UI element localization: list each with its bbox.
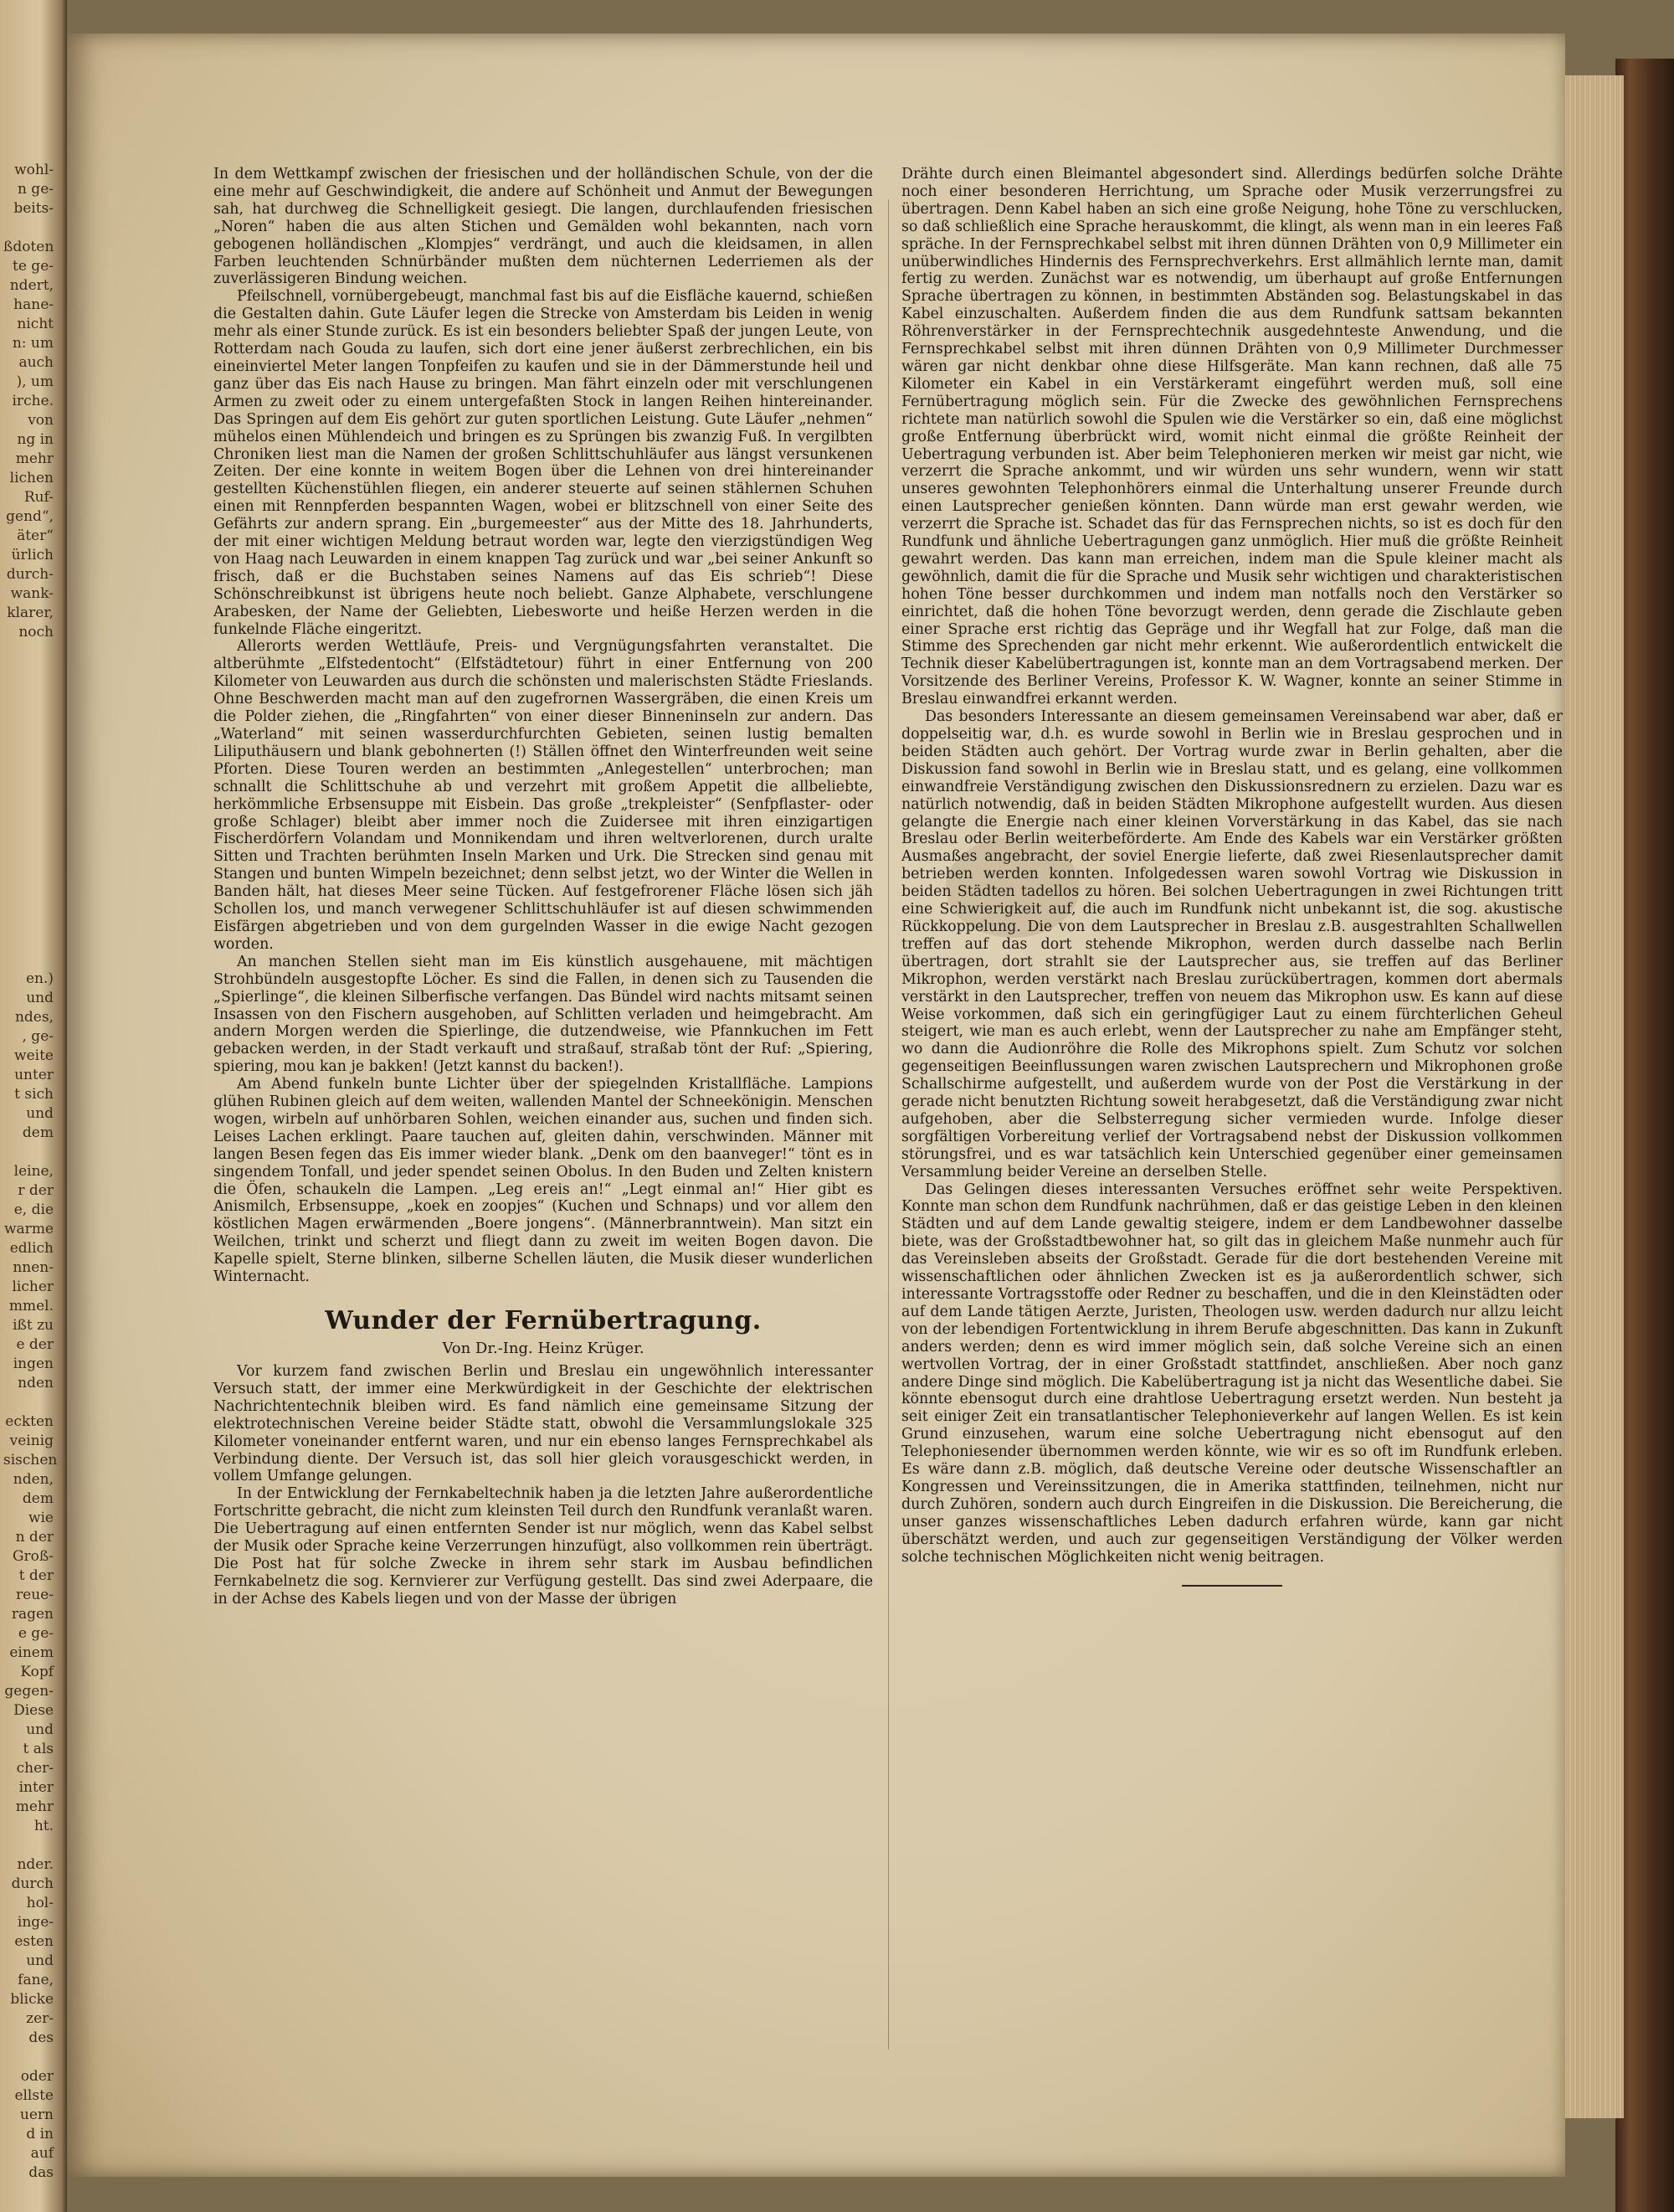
margin-fragment: e ge- xyxy=(18,1625,54,1642)
margin-fragment: nden xyxy=(18,1375,54,1392)
margin-fragment: mehr xyxy=(15,1798,54,1815)
book-cover-edge xyxy=(1615,59,1674,2212)
margin-fragment: inter xyxy=(18,1779,54,1796)
margin-fragment: reue- xyxy=(16,1587,54,1603)
margin-fragment: e, die xyxy=(13,1201,54,1218)
margin-fragment: r der xyxy=(18,1182,54,1199)
margin-fragment: klarer, xyxy=(7,604,54,621)
paragraph: Das Gelingen dieses interessanten Versuches eröffnet sehr weite Perspektiven. Konnte man schon dem Rundfunk nachrühmen, daß er das geistige Leben in den kleinen Städten und auf dem Lande gewaltig steigere, indem er dem Landbewohner dasselbe biete, was der Großstadtbewohner hat, so gilt das in gleichem Maße nunmehr auch für das Vereinsleben abseits der Großstadt. Gerade für die dort bestehenden Vereine mit wissenschaftlichen oder ähnlichen Zwecken ist es ja außerordentlich schwer, sich interessante Vortragsstoffe oder Redner zu beschaffen, und die in den Kleinstädten oder auf dem Lande tätigen Aerzte, Juristen, Theologen usw. werden dadurch nur allzu leicht von der lebendigen Fortentwicklung in ihrem Berufe abgeschnitten. Das kann in Zukunft anders werden; denn es wird immer möglich sein, daß solche Vereine sich an einen wertvollen Vortrag, der in einer Großstadt stattfindet, anschließen. Aber noch ganz andere Dinge sind möglich. Die Kabelübertragung ist ja nicht das Wesentliche dabei. Sie könnte ebensogut durch eine drahtlose Uebertragung ersetzt werden. Nun besteht ja seit einiger Zeit ein transatlantischer Telephonieverkehr auf langen Wellen. Es ist kein Grund einzusehen, warum eine solche Uebertragung nicht ebensogut auf den Telephoniesender übernommen werden könnte, wie wir es so oft im Rundfunk erleben. Es wäre dann z.B. möglich, daß deutsche Vereine oder deutsche Wissenschaftler an Kongressen und Vereinssitzungen, die in Amerika stattfinden, teilnehmen, nicht nur durch Zuhören, sondern auch durch Eingreifen in die Diskussion. Die Bereicherung, die unser ganzes wissenschaftliches Leben dadurch erfahren würde, kann gar nicht überschätzt werden, und auch zur gegenseitigen Verständigung der Völker werden solche technischen Möglichkeiten nicht wenig beitragen. xyxy=(901,1181,1563,1566)
column-right xyxy=(901,166,1563,1587)
margin-fragment: , ge- xyxy=(22,1028,54,1045)
margin-fragment: ißt zu xyxy=(13,1317,54,1334)
margin-fragment: Diese xyxy=(13,1702,54,1719)
column-rule xyxy=(888,199,889,2050)
margin-fragment: ingen xyxy=(13,1355,54,1372)
margin-fragment: mmel. xyxy=(8,1298,54,1314)
end-rule xyxy=(1182,1585,1282,1587)
margin-fragment: unter xyxy=(14,1067,54,1083)
margin-fragment: lichen xyxy=(9,470,54,486)
margin-fragment: eckten xyxy=(5,1413,54,1430)
margin-fragment: en.) xyxy=(25,970,54,987)
margin-fragment: mehr xyxy=(15,450,54,467)
margin-fragment: gegen- xyxy=(4,1683,54,1700)
paragraph: Drähte durch einen Bleimantel abgesondert sind. Allerdings bedürfen solche Drähte noch einer besonderen Herrichtung, um Sprache oder Musik verzerrungsfrei zu übertragen. Denn Kabel haben an sich eine große Neigung, hohe Töne zu verschlucken, so daß schließlich eine Sprache herauskommt, die klingt, als wenn man in ein leeres Faß spräche. In der Fernsprechkabel selbst mit ihren dünnen Drähten von 0,9 Millimeter ein unüberwindliches Hindernis des Fernsprechverkehrs. Erst allmählich lernte man, damit fertig zu werden. Zunächst war es notwendig, um überhaupt auf große Entfernungen Sprache übertragen zu können, in bestimmten Abständen sog. Belastungskabel in das Kabel einzuschalten. Außerdem finden die aus dem Rundfunk sattsam bekannten Röhrenverstärker in der Fernsprechtechnik ausgedehnteste Anwendung, und die Fernsprechkabel selbst mit ihren dünnen Drähten von 0,9 Millimeter Durchmesser wären gar nicht denkbar ohne diese Hilfsgeräte. Man kann rechnen, daß alle 75 Kilometer ein Kabel in ein Verstärkeramt eingeführt werden muß, soll eine Fernübertragung möglich sein. Für die Zwecke des gewöhnlichen Fernsprechens richtete man natürlich sowohl die Spulen wie die Verstärker so ein, daß eine möglichst große Entfernung überbrückt wird, womit nicht einmal die größte Reinheit der Uebertragung verbunden ist. Aber beim Telephonieren merken wir meist gar nicht, wie verzerrt die Sprache ankommt, und wir würden uns sehr wundern, wenn wir statt unseres gewohnten Telephonhörers einmal die Unterhaltung unserer Freunde durch einen Lautsprecher genießen könnten. Dann würde man erst gewahr werden, wie verzerrt die Sprache ist. Schadet das für das Fernsprechen nichts, so ist es doch für den Rundfunk und ähnliche Uebertragungen ganz unmöglich. Hier muß die größte Reinheit gewahrt werden. Das kann man erreichen, indem man die Spule kleiner macht als gewöhnlich, damit die für die Sprache und Musik sehr wichtigen und charakteristischen hohen Töne besser durchkommen und indem man notfalls noch den Verstärker so einrichtet, daß die hohen Töne bevorzugt werden, denn gerade die Zischlaute geben einer Sprache erst richtig das Gepräge und ihr Wegfall hat zur Folge, daß man die Stimme des Sprechenden gar nicht mehr erkennt. Wie außerordentlich entwickelt die Technik dieser Kabelübertragungen ist, konnte man an dem Vortragsabend merken. Der Vorsitzende des Berliner Vereins, Professor K. W. Wagner, konnte an seiner Stimme in Breslau einwandfrei erkannt werden. xyxy=(901,166,1563,708)
margin-fragment: ndert, xyxy=(9,277,54,294)
margin-fragment: und xyxy=(26,990,54,1006)
margin-fragment: edlich xyxy=(9,1240,54,1257)
article-byline: Von Dr.-Ing. Heinz Krüger. xyxy=(442,1340,644,1357)
margin-fragment: warme xyxy=(4,1221,54,1237)
paragraph: In dem Wettkampf zwischen der friesischen und der holländischen Schule, von der die eine mehr auf Geschwindigkeit, die andere auf Schönheit und Anmut der Bewegungen sah, hat durchweg die Schnelligkeit gesiegt. Die langen, durchlaufenden friesischen „Noren“ haben die aus alten Stichen und Gemälden wohl bekannten, nach vorn gebogenen holländischen „Klompjes“ verdrängt, und auch die kleidsamen, in allen Farben leuchtenden Schnürbänder mußten dem nüchternen Lederriemen als der zuverlässigeren Bindung weichen. xyxy=(213,166,873,288)
margin-fragment: licher xyxy=(12,1278,54,1295)
margin-fragment: und xyxy=(26,1105,54,1122)
margin-fragment: nden, xyxy=(13,1471,54,1488)
margin-fragment: blicke xyxy=(10,1991,54,2008)
margin-fragment: wohl- xyxy=(14,162,54,178)
margin-fragment: zer- xyxy=(26,2010,54,2027)
margin-fragment: uern xyxy=(19,2107,54,2123)
margin-fragment: inge- xyxy=(17,1914,54,1931)
margin-fragment: e der xyxy=(16,1336,54,1353)
margin-fragment: ng in xyxy=(17,431,54,448)
margin-fragment: ellste xyxy=(14,2087,54,2104)
margin-fragment: te ge- xyxy=(13,258,54,275)
paragraph: Allerorts werden Wettläufe, Preis- und Vergnügungsfahrten veranstaltet. Die altberühmte „Elfstedentocht“ (Elfstädtetour) führt in einer Entfernung von 200 Kilometer von Leuwarden aus durch die schönsten und malerischsten Städte Frieslands. Ohne Beschwerden macht man auf den zugefrornen Wassergräben, die einen Kreis um die Polder ziehen, die „Ringfahrten“ von einer dieser Binneninseln zur andern. Das „Waterland“ mit seinen wasserdurchfurchten Gebieten, seinen lustig bemalten Liliputhäusern und blank gebohnerten (!) Ställen öffnet den Winterfreunden weit seine Pforten. Diese Touren werden an bestimmten „Anlegestellen“ unterbrochen; man schnallt die Schlittschuhe ab und verzehrt mit großem Appetit die allbeliebte, herkömmliche Erbsensuppe mit Eisbein. Das große „trekpleister“ (Senfpflaster- oder große Schlager) bleibt aber immer noch die Zuidersee mit ihren einzigartigen Fischerdörfern Volandam und Monnikendam und ihren weltverlorenen, durch uralte Sitten und Trachten berühmten Inseln Marken und Urk. Die Strecken sind genau mit Stangen und bunten Wimpeln bezeichnet; denn selbst jetzt, wo der Winter die Wellen in Banden hält, hat dieses Meer seine Tücken. Auf festgefrorener Fläche lösen sich jäh Schollen los, und manch verwegener Schlittschuhläufer ist auf diesen schwimmenden Eisfärgen abgetrieben und von dem gurgelnden Wasser in die ewige Nacht gezogen worden. xyxy=(213,638,873,953)
margin-fragment: das xyxy=(28,2164,54,2181)
margin-fragment: veinig xyxy=(9,1433,54,1449)
margin-fragment: ürlich xyxy=(11,547,54,563)
margin-fragment: durch- xyxy=(6,566,54,583)
margin-fragment: t sich xyxy=(14,1086,54,1103)
margin-fragment: sischen xyxy=(3,1452,58,1469)
page-edges xyxy=(1557,75,1624,2118)
margin-fragment: n der xyxy=(15,1529,54,1546)
margin-fragment: dem xyxy=(22,1490,54,1507)
newspaper-page xyxy=(67,33,1565,2177)
margin-fragment: ndes, xyxy=(14,1009,54,1026)
margin-fragment: ), um xyxy=(16,373,54,390)
left-page-margin xyxy=(0,0,67,2212)
paragraph: In der Entwicklung der Fernkabeltechnik haben ja die letzten Jahre außerordentliche Fortschritte gebracht, die nicht zum kleinsten Teil durch den Rundfunk veranlaßt waren. Die Uebertragung auf einen entfernten Sender ist nur möglich, wenn das Kabel selbst der Musik oder Sprache keine Verzerrungen hinzufügt, also vollkommen rein überträgt. Die Post hat für solche Zwecke in ihrem sehr stark im Ausbau befindlichen Fernkabelnetz die sog. Kernvierer zur Verfügung gestellt. Das sind zwei Aderpaare, die in der Achse des Kabels liegen und von der Masse der übrigen xyxy=(213,1485,873,1608)
margin-fragment: nder. xyxy=(17,1856,54,1873)
paragraph: Das besonders Interessante an diesem gemeinsamen Vereinsabend war aber, daß er doppelseitig war, d.h. es wurde sowohl in Berlin wie in Breslau gesprochen und in beiden Städten auch gehört. Der Vortrag wurde zwar in Berlin gehalten, aber die Diskussion fand sowohl in Berlin wie in Breslau statt, und es gelang, eine vollkommen einwandfreie Verständigung zwischen den Diskussionsrednern zu erzielen. Dazu war es natürlich notwendig, daß in beiden Städten Mikrophone aufgestellt wurden. Aus diesen gelangte die Energie nach einer kleinen Vorverstärkung in das Kabel, das sie nach Breslau oder Berlin weiterbeförderte. Am Ende des Kabels war ein Verstärker größten Ausmaßes angebracht, der soviel Energie lieferte, daß zwei Riesenlautsprecher damit betrieben werden konnten. Infolgedessen waren sowohl Vortrag wie Diskussion in beiden Städten tadellos zu hören. Bei solchen Uebertragungen in zwei Richtungen tritt eine Schwierigkeit auf, die auch im Rundfunk nicht unbekannt ist, die sog. akustische Rückkoppelung. Die von dem Lautsprecher in Breslau z.B. ausgestrahlten Schallwellen treffen auf das dort stehende Mikrophon, werden durch dasselbe nach Berlin übertragen, dort strahlt sie der Lautsprecher aus, sie treffen auf das Berliner Mikrophon, werden verstärkt nach Breslau zurückübertragen, kommen dort abermals verstärkt in den Lautsprecher, treffen von neuem das Mikrophon usw. Es kann auf diese Weise vorkommen, daß sich ein geringfügiger Laut zu einem fürchterlichen Geheul steigert, wie man es auch erlebt, wenn der Lautsprecher zu nahe am Empfänger steht, wo dann die Audionröhre die Rolle des Mikrophons spielt. Zum Schutz vor solchen gegenseitigen Beeinflussungen waren zwischen Lautsprechern und Mikrophonen große Schallschirme aufgestellt, und außerdem wurde von der Post die Verstärkung in der gerade nicht benutzten Richtung soweit herabgesetzt, daß die Verständigung zwar nicht aufgehoben, aber die Selbsterregung sicher vermieden wurde. Infolge dieser sorgfältigen Vorbereitung verlief der Vortragsabend nebst der Diskussion vollkommen störungsfrei, und es war tatsächlich kein Unterschied gegenüber einer gemeinsamen Versammlung beider Vereine an derselben Stelle. xyxy=(901,708,1563,1181)
margin-fragment: t als xyxy=(23,1741,54,1757)
column-left xyxy=(213,166,873,1608)
margin-fragment: nnen- xyxy=(13,1259,54,1276)
margin-fragment: des xyxy=(28,2029,54,2046)
margin-fragment: irche. xyxy=(12,393,54,409)
margin-fragment: oder xyxy=(20,2068,54,2085)
margin-fragment: esten xyxy=(14,1933,54,1950)
margin-fragment: einem xyxy=(9,1644,54,1661)
paragraph: An manchen Stellen sieht man im Eis künstlich ausgehauene, mit mächtigen Strohbündeln ausgestopfte Löcher. Es sind die Fallen, in denen sich zu Tausenden die „Spierlinge“, die kleinen Silberfische verfangen. Das Bündel wird nachts mitsamt seinen Insassen von den Fischern ausgehoben, auf Schlitten verladen und heimgebracht. Am andern Morgen werden die Spierlinge, die dutzendweise, wie Pfannkuchen im Fett gebacken werden, in der Stadt verkauft und straßauf, straßab tönt der Ruf: „Spiering, spiering, mou kan je bakken! (Jetzt kannst du backen!). xyxy=(213,953,873,1076)
margin-fragment: und xyxy=(26,1952,54,1969)
margin-fragment: von xyxy=(28,412,54,429)
margin-fragment: und xyxy=(26,1721,54,1738)
margin-fragment: t der xyxy=(18,1567,54,1584)
margin-fragment: auch xyxy=(18,354,54,371)
margin-fragment: hane- xyxy=(13,296,54,313)
margin-fragment: weite xyxy=(14,1047,54,1064)
margin-fragment: n ge- xyxy=(17,181,54,198)
margin-fragment: wank- xyxy=(10,585,54,602)
margin-fragment: nicht xyxy=(17,316,54,332)
margin-fragment: gend“, xyxy=(6,508,54,525)
margin-fragment: n: um xyxy=(12,335,54,352)
margin-fragment: Kopf xyxy=(20,1664,54,1680)
margin-fragment: noch xyxy=(18,624,54,640)
paragraph: Am Abend funkeln bunte Lichter über der spiegelnden Kristallfläche. Lampions glühen Rubinen gleich auf dem weiten, wallenden Mantel der Schneekönigin. Menschen wogen, wirbeln auf unhörbaren Sohlen, weichen einander aus, suchen und finden sich. Leises Lachen erklingt. Paare tauchen auf, gleiten dahin, verschwinden. Männer mit langen Besen fegen das Eis immer wieder blank. „Denk om den baanveger!“ tönt es in singendem Tonfall, und jeder spendet seinen Obolus. In den Buden und Zelten knistern die Öfen, schaukeln die Lampen. „Leg ereis an!“ „Legt einmal an!“ Hier gibt es Anismilch, Erbsensuppe, „koek en zoopjes“ (Kuchen und Schnaps) und vor allem den köstlichen Magen erwärmenden „Boere jongens“. (Männerbranntwein). Man sitzt ein Weilchen, trinkt und scherzt und fliegt dann zu zweit im weiten Bogen davon. Die Kapelle spielt, Sterne blinken, silberne Schellen läuten, die Musik dieser wunderlichen Winternacht. xyxy=(213,1076,873,1286)
margin-fragment: Ruf- xyxy=(23,489,54,506)
margin-fragment: wie xyxy=(28,1510,54,1526)
margin-fragment: auf xyxy=(30,2145,54,2162)
article-headline: Wunder der Fernübertragung. xyxy=(325,1306,762,1335)
margin-fragment: beits- xyxy=(13,200,54,217)
margin-fragment: cher- xyxy=(16,1760,54,1777)
margin-fragment: ht. xyxy=(33,1818,54,1834)
paragraph: Vor kurzem fand zwischen Berlin und Breslau ein ungewöhnlich interessanter Versuch statt, der immer eine Merkwürdigkeit in der Geschichte der elektrischen Nachrichtentechnik bleiben wird. Es fand nämlich eine gemeinsame Sitzung der elektrotechnischen Vereine beider Städte statt, obwohl die Versammlungslokale 325 Kilometer voneinander entfernt waren, und nur ein ebenso langes Fernsprechkabel als Verbindung diente. Der Versuch ist, das soll hier gleich vorausgeschickt werden, in vollem Umfange gelungen. xyxy=(213,1363,873,1485)
margin-fragment: hol- xyxy=(26,1895,54,1911)
paragraph: Pfeilschnell, vornübergebeugt, manchmal fast bis auf die Eisfläche kauernd, schießen die Gestalten dahin. Gute Läufer legen die Strecke von Amsterdam bis Leiden in wenig mehr als einer Stunde zurück. Es ist ein besonders beliebter Spaß der jungen Leute, von Rotterdam nach Gouda zu laufen, sich dort eine jener äußerst zerbrechlichen, ein bis eineinviertel Meter langen Tonpfeifen zu kaufen und sie in der Dämmerstunde heil und ganz über das Eis nach Hause zu bringen. Man fährt einzeln oder mit verschlungenen Armen zu zweit oder zu einem untergefaßten Stock in langen Reihen hintereinander. Das Springen auf dem Eis gehört zur guten sportlichen Leistung. Gute Läufer „nehmen“ mühelos einen Mühlendeich und bringen es zu Sprüngen bis zwanzig Fuß. In vergilbten Chroniken liest man die Namen der großen Schlittschuhläufer aus längst versunkenen Zeiten. Der eine konnte in weitem Bogen über die Lehnen von drei hintereinander gestellten Küchenstühlen fliegen, ein anderer steuerte auf seinen stählernen Schuhen einen mit Rennpferden bespannten Wagen, wobei er blitzschnell von einer Seite des Gefährts zur andern sprang. Ein „burgemeester“ aus der Mitte des 18. Jahrhunderts, der mit einer wichtigen Meldung betraut worden war, legte den vierzigstündigen Weg von Haag nach Leuwarden in einem knappen Tag zurück und war „bei seiner Ankunft so frisch, daß er die Buchstaben seines Namens auf das Eis schrieb“! Diese Schönschreibkunst ist übrigens heute noch beliebt. Ganze Alphabete, verschlungene Arabesken, der Name der Geliebten, Liebesworte und heiße Herzen werden in die funkelnde Fläche eingeritzt. xyxy=(213,288,873,638)
margin-fragment: dem xyxy=(22,1124,54,1141)
margin-fragment: durch xyxy=(11,1875,54,1892)
margin-fragment: Groß- xyxy=(12,1548,54,1565)
margin-fragment: äter“ xyxy=(17,527,54,544)
margin-fragment: leine, xyxy=(13,1163,54,1180)
margin-fragment: d in xyxy=(26,2126,54,2143)
margin-fragment: ragen xyxy=(11,1606,54,1623)
margin-fragment: ßdoten xyxy=(3,239,54,255)
margin-fragment: fane, xyxy=(18,1972,54,1988)
